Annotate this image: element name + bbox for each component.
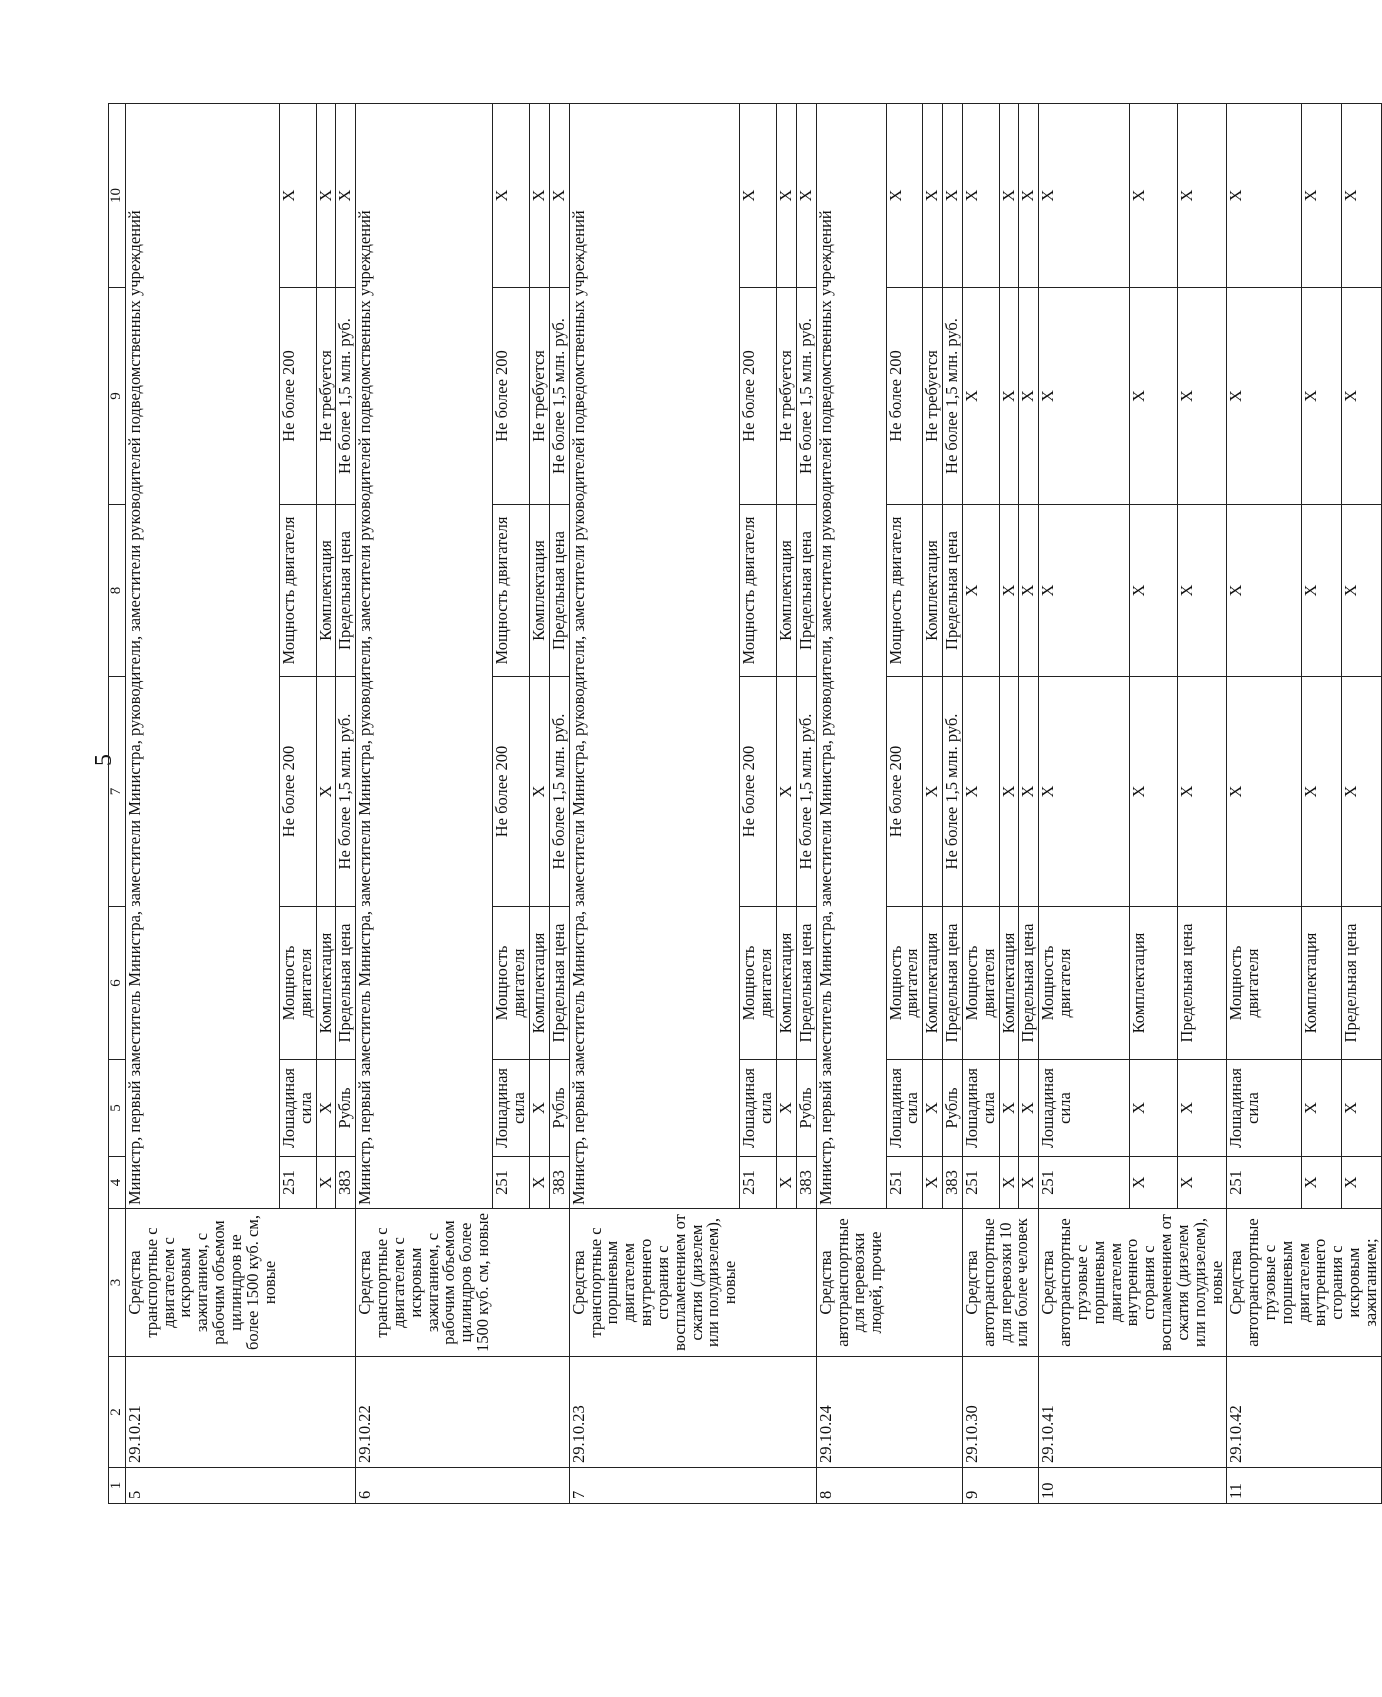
characteristic-cell: Мощность двигателя <box>740 505 777 677</box>
unit-name-cell: Лошадиная сила <box>279 1060 316 1157</box>
characteristic-cell: Комплектация <box>777 505 797 677</box>
item-name-cont <box>923 1209 943 1357</box>
unit-name-cell: Х <box>1301 1060 1341 1157</box>
characteristic-cell: Мощность двигателя <box>493 505 530 677</box>
value-cell: Не более 1,5 млн. руб. <box>943 677 963 907</box>
okpd-code-cont <box>549 1357 569 1468</box>
characteristic-cell: Х <box>1039 505 1129 677</box>
unit-name-cell: Рубль <box>549 1060 569 1157</box>
unit-code-cell: 383 <box>336 1157 356 1209</box>
unit-code-cell: 383 <box>943 1157 963 1209</box>
justification-cell: Х <box>530 104 550 288</box>
unit-code-cell: 251 <box>1039 1157 1129 1209</box>
characteristic-cell: Комплектация <box>1129 907 1178 1060</box>
characteristic-cell: Предельная цена <box>796 907 816 1060</box>
characteristic-cell: Предельная цена <box>549 907 569 1060</box>
table-row <box>796 104 816 1504</box>
okpd-code: 29.10.24 <box>816 1357 886 1468</box>
characteristic-cell: Предельная цена <box>943 505 963 677</box>
characteristic-cell: Комплектация <box>530 505 550 677</box>
column-number-2: 2 <box>109 1357 126 1468</box>
item-name: Средства транспортные с двигателем с искровым зажиганием, с рабочим объемом цилиндров более 1500 куб. см, новые <box>356 1209 493 1357</box>
table-row <box>777 104 797 1504</box>
value-cell: Не требуется <box>777 288 797 505</box>
table-row <box>126 104 280 1504</box>
value-cell: Х <box>962 677 999 907</box>
value-cell: Х <box>1301 677 1341 907</box>
row-number-cont <box>943 1468 963 1504</box>
justification-cell: Х <box>316 104 336 288</box>
justification-cell: Х <box>1227 104 1301 288</box>
unit-name-cell: Лошадиная сила <box>1039 1060 1129 1157</box>
column-number-4: 4 <box>109 1157 126 1209</box>
unit-name-cell: Х <box>1341 1060 1381 1157</box>
row-number-cont <box>886 1468 923 1504</box>
row-number-cont <box>530 1468 550 1504</box>
characteristic-cell: Мощность двигателя <box>740 907 777 1060</box>
table-row <box>886 104 923 1504</box>
column-number-1: 1 <box>109 1468 126 1504</box>
value-cell: Не более 200 <box>740 677 777 907</box>
row-number: 11 <box>1227 1468 1381 1504</box>
table-row <box>1039 104 1129 1504</box>
row-number-cont <box>777 1468 797 1504</box>
row-number: 9 <box>962 1468 1038 1504</box>
justification-cell: Х <box>923 104 943 288</box>
position-band: Министр, первый заместитель Министра, заместители Министра, руководители, заместители руководителей подведомственных учреждений <box>356 104 493 1209</box>
item-name-cont <box>493 1209 530 1357</box>
position-band: Министр, первый заместитель Министра, заместители Министра, руководители, заместители руководителей подведомственных учреждений <box>126 104 280 1209</box>
unit-code-cell: 251 <box>740 1157 777 1209</box>
characteristic-cell: Х <box>1227 505 1301 677</box>
table-row <box>962 104 999 1504</box>
row-number-cont <box>923 1468 943 1504</box>
value-cell: Не более 200 <box>740 288 777 505</box>
characteristic-cell: Предельная цена <box>1019 907 1039 1060</box>
okpd-code-cont <box>530 1357 550 1468</box>
row-number-cont <box>493 1468 530 1504</box>
characteristic-cell: Комплектация <box>316 505 336 677</box>
okpd-code: 29.10.22 <box>356 1357 493 1468</box>
row-number: 7 <box>569 1468 740 1504</box>
unit-name-cell: Х <box>777 1060 797 1157</box>
value-cell: Х <box>1301 288 1341 505</box>
justification-cell: Х <box>1301 104 1341 288</box>
table-row <box>549 104 569 1504</box>
okpd-code-cont <box>336 1357 356 1468</box>
column-number-9: 9 <box>109 288 126 505</box>
column-number-5: 5 <box>109 1060 126 1157</box>
value-cell: Не более 200 <box>493 288 530 505</box>
justification-cell: Х <box>943 104 963 288</box>
value-cell: Х <box>1341 677 1381 907</box>
unit-name-cell: Лошадиная сила <box>493 1060 530 1157</box>
unit-code-cell: 383 <box>549 1157 569 1209</box>
characteristic-cell: Х <box>1301 505 1341 677</box>
value-cell: Не более 1,5 млн. руб. <box>549 288 569 505</box>
unit-name-cell: Х <box>1178 1060 1227 1157</box>
unit-code-cell: Х <box>1341 1157 1381 1209</box>
justification-cell: Х <box>777 104 797 288</box>
table-row <box>816 104 886 1504</box>
unit-name-cell: Х <box>923 1060 943 1157</box>
characteristic-cell: Х <box>962 505 999 677</box>
value-cell: Не более 200 <box>493 677 530 907</box>
justification-cell: Х <box>1178 104 1227 288</box>
column-number-10: 10 <box>109 104 126 288</box>
characteristic-cell: Мощность двигателя <box>1039 907 1129 1060</box>
unit-name-cell: Рубль <box>336 1060 356 1157</box>
table-row <box>943 104 963 1504</box>
characteristic-cell: Предельная цена <box>1178 907 1227 1060</box>
value-cell: Не более 1,5 млн. руб. <box>796 288 816 505</box>
value-cell: Не более 200 <box>886 677 923 907</box>
unit-name-cell: Рубль <box>943 1060 963 1157</box>
justification-cell: Х <box>493 104 530 288</box>
value-cell: Х <box>1039 677 1129 907</box>
position-band: Министр, первый заместитель Министра, заместители Министра, руководители, заместители руководителей подведомственных учреждений <box>569 104 740 1209</box>
characteristic-cell: Мощность двигателя <box>493 907 530 1060</box>
unit-name-cell: Х <box>316 1060 336 1157</box>
unit-name-cell: Рубль <box>796 1060 816 1157</box>
value-cell: Х <box>316 677 336 907</box>
position-band: Министр, первый заместитель Министра, заместители Министра, руководители, заместители руководителей подведомственных учреждений <box>816 104 886 1209</box>
column-number-7: 7 <box>109 677 126 907</box>
row-number-cont <box>796 1468 816 1504</box>
justification-cell: Х <box>336 104 356 288</box>
page-number: 5 <box>91 754 117 766</box>
item-name-cont <box>943 1209 963 1357</box>
characteristic-cell: Комплектация <box>316 907 336 1060</box>
value-cell: Х <box>1227 677 1301 907</box>
unit-code-cell: Х <box>1019 1157 1039 1209</box>
value-cell: Х <box>999 288 1019 505</box>
justification-cell: Х <box>1019 104 1039 288</box>
table-row <box>279 104 316 1504</box>
unit-code-cell: 251 <box>493 1157 530 1209</box>
characteristic-cell: Предельная цена <box>796 505 816 677</box>
row-number-cont <box>279 1468 316 1504</box>
characteristic-cell: Предельная цена <box>549 505 569 677</box>
value-cell: Х <box>530 677 550 907</box>
row-number-cont <box>549 1468 569 1504</box>
column-number-8: 8 <box>109 505 126 677</box>
row-number-cont <box>316 1468 336 1504</box>
row-number: 10 <box>1039 1468 1227 1504</box>
okpd-code: 29.10.23 <box>569 1357 740 1468</box>
unit-name-cell: Лошадиная сила <box>1227 1060 1301 1157</box>
justification-cell: Х <box>549 104 569 288</box>
justification-cell: Х <box>740 104 777 288</box>
characteristic-cell: Х <box>1341 505 1381 677</box>
value-cell: Не требуется <box>923 288 943 505</box>
characteristic-cell: Комплектация <box>1301 907 1341 1060</box>
value-cell: Х <box>1178 677 1227 907</box>
okpd-code-cont <box>316 1357 336 1468</box>
item-name-cont <box>740 1209 777 1357</box>
item-name-cont <box>886 1209 923 1357</box>
characteristic-cell: Мощность двигателя <box>962 907 999 1060</box>
characteristic-cell: Комплектация <box>999 907 1019 1060</box>
item-name-cont <box>549 1209 569 1357</box>
table-row <box>1227 104 1301 1504</box>
unit-code-cell: Х <box>530 1157 550 1209</box>
value-cell: Не более 1,5 млн. руб. <box>549 677 569 907</box>
justification-cell: Х <box>1129 104 1178 288</box>
okpd-code-cont <box>923 1357 943 1468</box>
value-cell: Х <box>1341 288 1381 505</box>
table-row <box>530 104 550 1504</box>
value-cell: Х <box>1129 288 1178 505</box>
unit-code-cell: 251 <box>886 1157 923 1209</box>
item-name: Средства транспортные с поршневым двигателем внутреннего сгорания с воспламенением от сжатия (дизелем или полудизелем), новые <box>569 1209 740 1357</box>
okpd-code: 29.10.30 <box>962 1357 1038 1468</box>
item-name: Средства автотранспортные для перевозки людей, прочие <box>816 1209 886 1357</box>
unit-name-cell: Лошадиная сила <box>886 1060 923 1157</box>
value-cell: Не более 1,5 млн. руб. <box>943 288 963 505</box>
characteristic-cell: Х <box>1019 505 1039 677</box>
value-cell: Не более 1,5 млн. руб. <box>336 677 356 907</box>
okpd-code: 29.10.21 <box>126 1357 280 1468</box>
value-cell: Х <box>962 288 999 505</box>
item-name: Средства автотранспортные грузовые с поршневым двигателем внутреннего сгорания с искровым зажиганием; <box>1227 1209 1381 1357</box>
value-cell: Х <box>1129 677 1178 907</box>
requirements-table <box>108 103 1382 1504</box>
characteristic-cell: Предельная цена <box>336 505 356 677</box>
unit-code-cell: Х <box>1301 1157 1341 1209</box>
value-cell: Х <box>1227 288 1301 505</box>
characteristic-cell: Мощность двигателя <box>279 505 316 677</box>
value-cell: Не более 200 <box>886 288 923 505</box>
unit-code-cell: 251 <box>279 1157 316 1209</box>
characteristic-cell: Предельная цена <box>943 907 963 1060</box>
characteristic-cell: Комплектация <box>923 907 943 1060</box>
okpd-code-cont <box>943 1357 963 1468</box>
value-cell: Не более 1,5 млн. руб. <box>796 677 816 907</box>
column-number-6: 6 <box>109 907 126 1060</box>
unit-code-cell: Х <box>999 1157 1019 1209</box>
value-cell: Х <box>1178 288 1227 505</box>
characteristic-cell: Комплектация <box>777 907 797 1060</box>
characteristic-cell: Х <box>1129 505 1178 677</box>
okpd-code-cont <box>796 1357 816 1468</box>
table-row <box>493 104 530 1504</box>
value-cell: Х <box>1019 288 1039 505</box>
item-name: Средства транспортные с двигателем с искровым зажиганием, с рабочим объемом цилиндров не более 1500 куб. см, новые <box>126 1209 280 1357</box>
justification-cell: Х <box>1039 104 1129 288</box>
unit-name-cell: Х <box>999 1060 1019 1157</box>
item-name: Средства автотранспортные грузовые с поршневым двигателем внутреннего сгорания с воспламенением от сжатия (дизелем или полудизелем), новые <box>1039 1209 1227 1357</box>
value-cell: Не более 200 <box>279 288 316 505</box>
column-number-row <box>109 104 126 1504</box>
okpd-code-cont <box>886 1357 923 1468</box>
okpd-code-cont <box>493 1357 530 1468</box>
justification-cell: Х <box>999 104 1019 288</box>
row-number-cont <box>740 1468 777 1504</box>
item-name-cont <box>796 1209 816 1357</box>
unit-name-cell: Х <box>1019 1060 1039 1157</box>
row-number: 5 <box>126 1468 280 1504</box>
table-row <box>923 104 943 1504</box>
value-cell: Х <box>1039 288 1129 505</box>
item-name-cont <box>336 1209 356 1357</box>
okpd-code-cont <box>279 1357 316 1468</box>
item-name: Средства автотранспортные для перевозки 10 или более человек <box>962 1209 1038 1357</box>
justification-cell: Х <box>886 104 923 288</box>
characteristic-cell: Х <box>999 505 1019 677</box>
row-number: 6 <box>356 1468 493 1504</box>
characteristic-cell: Комплектация <box>530 907 550 1060</box>
characteristic-cell: Комплектация <box>923 505 943 677</box>
unit-name-cell: Лошадиная сила <box>962 1060 999 1157</box>
unit-code-cell: 383 <box>796 1157 816 1209</box>
characteristic-cell: Мощность двигателя <box>1227 907 1301 1060</box>
justification-cell: Х <box>1341 104 1381 288</box>
unit-name-cell: Лошадиная сила <box>740 1060 777 1157</box>
table-row <box>356 104 493 1504</box>
characteristic-cell: Мощность двигателя <box>886 505 923 677</box>
item-name-cont <box>530 1209 550 1357</box>
characteristic-cell: Предельная цена <box>1341 907 1381 1060</box>
table-row <box>740 104 777 1504</box>
okpd-code-cont <box>777 1357 797 1468</box>
value-cell: Не требуется <box>530 288 550 505</box>
characteristic-cell: Х <box>1178 505 1227 677</box>
unit-code-cell: Х <box>923 1157 943 1209</box>
unit-name-cell: Х <box>1129 1060 1178 1157</box>
unit-code-cell: Х <box>777 1157 797 1209</box>
row-number: 8 <box>816 1468 886 1504</box>
table-row <box>569 104 740 1504</box>
okpd-code: 29.10.42 <box>1227 1357 1381 1468</box>
characteristic-cell: Мощность двигателя <box>886 907 923 1060</box>
value-cell: Не более 1,5 млн. руб. <box>336 288 356 505</box>
unit-code-cell: 251 <box>962 1157 999 1209</box>
value-cell: Х <box>923 677 943 907</box>
value-cell: Х <box>999 677 1019 907</box>
value-cell: Х <box>777 677 797 907</box>
item-name-cont <box>777 1209 797 1357</box>
okpd-code-cont <box>740 1357 777 1468</box>
table-container <box>108 104 1380 1504</box>
justification-cell: Х <box>962 104 999 288</box>
value-cell: Не более 200 <box>279 677 316 907</box>
characteristic-cell: Мощность двигателя <box>279 907 316 1060</box>
table-row <box>316 104 336 1504</box>
unit-name-cell: Х <box>530 1060 550 1157</box>
item-name-cont <box>316 1209 336 1357</box>
table-row <box>336 104 356 1504</box>
unit-code-cell: 251 <box>1227 1157 1301 1209</box>
table-body <box>109 104 1382 1504</box>
unit-code-cell: Х <box>316 1157 336 1209</box>
justification-cell: Х <box>796 104 816 288</box>
column-number-3: 3 <box>109 1209 126 1357</box>
justification-cell: Х <box>279 104 316 288</box>
okpd-code: 29.10.41 <box>1039 1357 1227 1468</box>
characteristic-cell: Предельная цена <box>336 907 356 1060</box>
value-cell: Х <box>1019 677 1039 907</box>
value-cell: Не требуется <box>316 288 336 505</box>
row-number-cont <box>336 1468 356 1504</box>
unit-code-cell: Х <box>1129 1157 1178 1209</box>
unit-code-cell: Х <box>1178 1157 1227 1209</box>
item-name-cont <box>279 1209 316 1357</box>
